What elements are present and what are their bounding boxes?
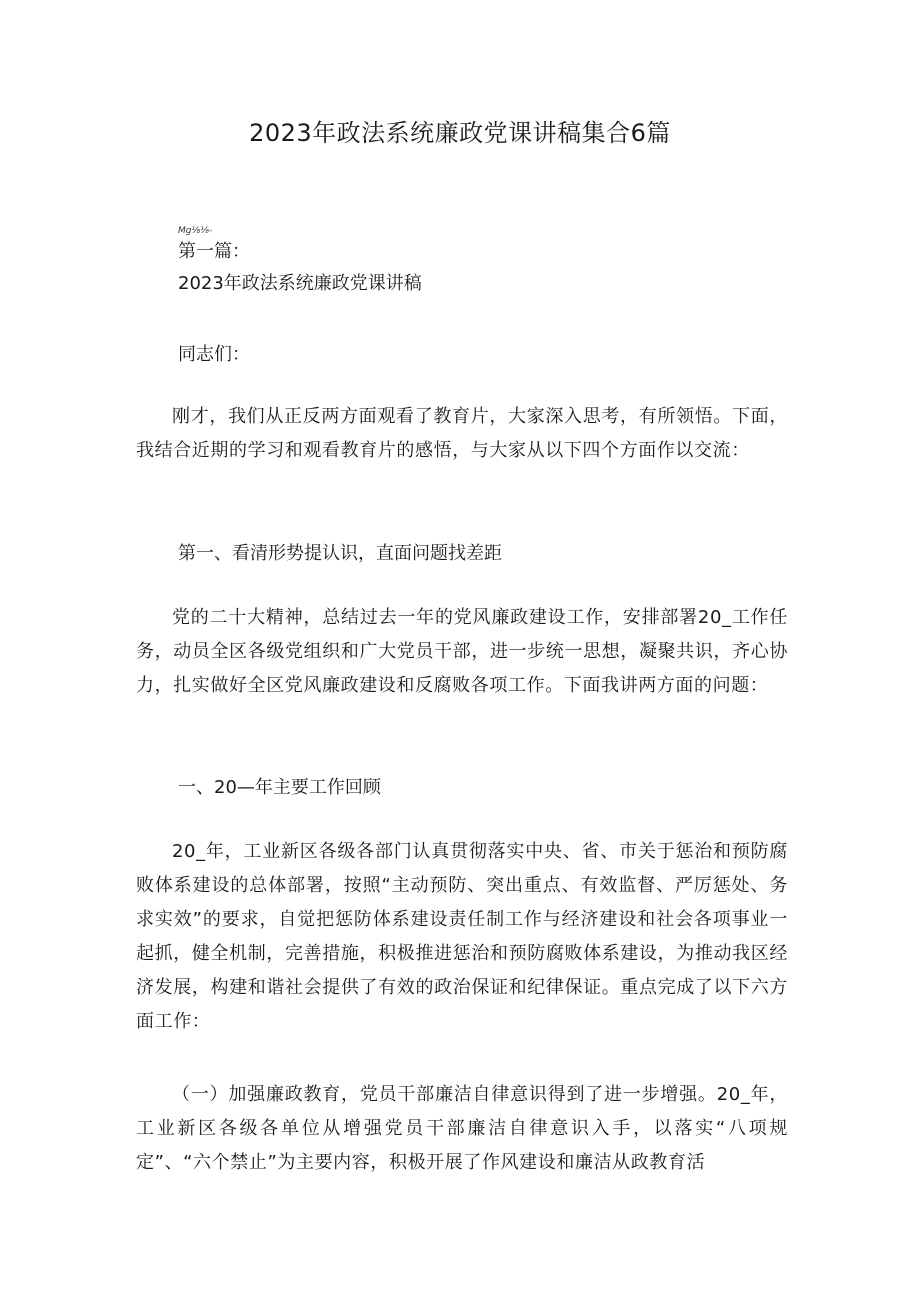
section-label: 第一篇：: [178, 241, 250, 262]
paragraph-review: 20_年，工业新区各级各部门认真贯彻落实中央、省、市关于惩治和预防腐败体系建设的总体部署，按照“主动预防、突出重点、有效监督、严厉惩处、务求实效”的要求，自觉把惩防体系建设责任制工作与经济建设和社会各项事业一起抓，健全机制，完善措施，积极推进惩治和预防腐败体系建设，为推动我区经济发展，构建和谐社会提供了有效的政治保证和纪律保证。重点完成了以下六方面工作：: [136, 841, 788, 1032]
section-title: 2023年政法系统廉政党课讲稿: [178, 273, 422, 294]
heading-review: 一、20—年主要工作回顾: [178, 777, 381, 798]
document-marker: Mg⅛⅛-: [178, 226, 213, 236]
document-title: 2023年政法系统廉政党课讲稿集合6篇: [249, 119, 671, 147]
paragraph-spirit: 党的二十大精神，总结过去一年的党风廉政建设工作，安排部署20_工作任务，动员全区各级党组织和广大党员干部，进一步统一思想，凝聚共识，齐心协力，扎实做好全区党风廉政建设和反腐败各项工作。下面我讲两方面的问题：: [136, 607, 788, 696]
greeting: 同志们：: [178, 344, 250, 365]
heading-first: 第一、看清形势提认识，直面问题找差距: [178, 543, 502, 564]
paragraph-intro: 刚才，我们从正反两方面观看了教育片，大家深入思考，有所领悟。下面，我结合近期的学习和观看教育片的感悟，与大家从以下四个方面作以交流：: [136, 406, 788, 461]
paragraph-education: （一）加强廉政教育，党员干部廉洁自律意识得到了进一步增强。20_年，工业新区各级各单位从增强党员干部廉洁自律意识入手，以落实“八项规定”、“六个禁止”为主要内容，积极开展了作风建设和廉洁从政教育活: [136, 1084, 788, 1173]
